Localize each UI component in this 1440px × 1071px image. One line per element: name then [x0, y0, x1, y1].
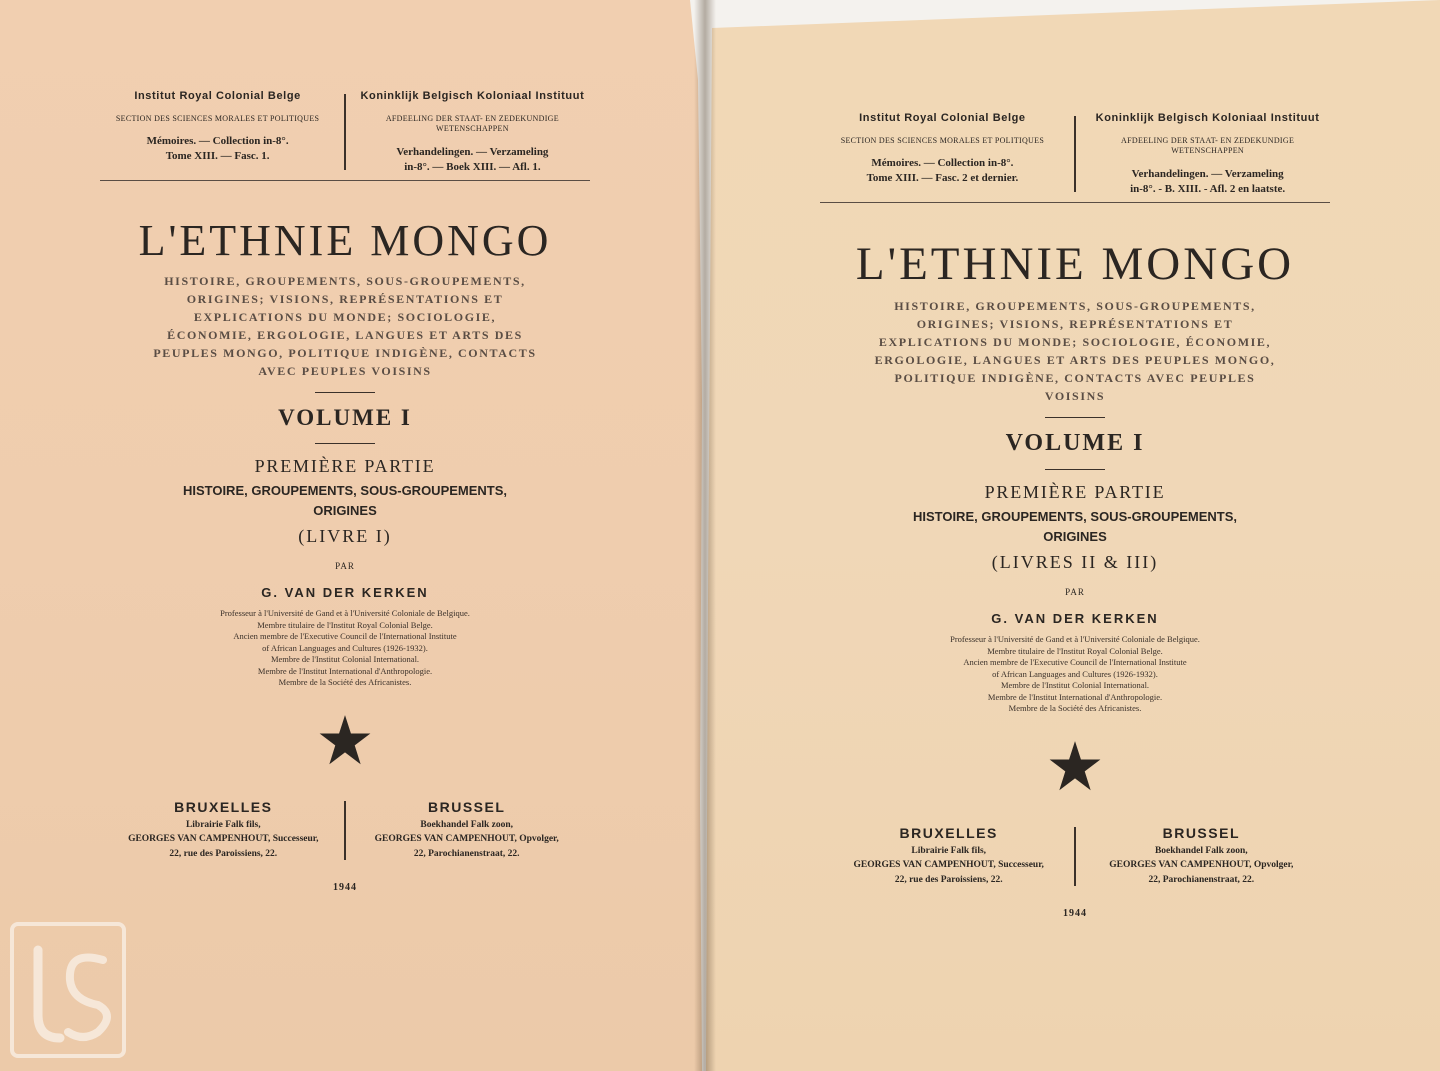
fr-institute-name: Institut Royal Colonial Belge	[859, 112, 1026, 124]
header-fr	[820, 112, 1065, 196]
livre-label: (LIVRE I)	[298, 526, 392, 547]
nl-institute-name: Koninklijk Belgisch Koloniaal Instituut	[360, 90, 585, 102]
credit-line: Membre de la Société des Africanistes.	[1008, 703, 1142, 714]
publisher-line: 22, Parochianenstraat, 22.	[1148, 875, 1255, 886]
star-icon	[820, 739, 1330, 799]
fr-series-line: Tome XIII. — Fasc. 1.	[165, 150, 270, 163]
by-label: PAR	[1065, 587, 1085, 598]
publisher-divider	[344, 801, 346, 860]
book-title: L'ETHNIE MONGO	[138, 216, 552, 266]
header-rule	[100, 180, 590, 181]
publisher-line: GEORGES VAN CAMPENHOUT, Opvolger,	[1109, 860, 1294, 871]
publisher-line: Librairie Falk fils,	[911, 845, 987, 856]
credit-line: Membre de l'Institut Colonial International.	[270, 654, 420, 665]
part-subtitle-line: HISTOIRE, GROUPEMENTS, SOUS-GROUPEMENTS,	[182, 483, 508, 499]
publisher-block	[820, 825, 1330, 888]
js-logo-icon	[8, 920, 128, 1060]
author-credits	[820, 634, 1330, 714]
fr-series-line: Mémoires. — Collection in-8°.	[146, 135, 289, 148]
fr-series	[820, 156, 1065, 186]
nl-series-line: in-8°. - B. XIII. - Afl. 2 en laatste.	[1130, 182, 1286, 195]
nl-series-line: Verhandelingen. — Verzameling	[396, 145, 549, 158]
header-nl	[1085, 112, 1330, 196]
nl-section: AFDEELING DER STAAT- EN ZEDEKUNDIGE WETENSCHAPPEN	[1121, 136, 1295, 156]
publisher-line: Boekhandel Falk zoon,	[420, 819, 514, 830]
part-subtitle-line: ORIGINES	[313, 502, 377, 518]
credit-line: Professeur à l'Université de Gand et à l'Université Coloniale de Belgique.	[220, 608, 470, 619]
by-label: PAR	[335, 561, 355, 572]
credit-line: of African Languages and Cultures (1926-1932).	[992, 668, 1158, 679]
publisher-block	[100, 799, 590, 862]
author-name: G. VAN DER KERKEN	[261, 585, 429, 601]
institute-header	[100, 90, 590, 174]
part-subtitle	[820, 507, 1330, 546]
book-title: L'ETHNIE MONGO	[855, 238, 1295, 291]
publisher-line: GEORGES VAN CAMPENHOUT, Opvolger,	[374, 834, 559, 845]
publisher-divider	[1074, 827, 1076, 886]
divider	[315, 443, 375, 444]
credit-line: Professeur à l'Université de Gand et à l'Université Coloniale de Belgique.	[950, 634, 1200, 645]
part-label: PREMIÈRE PARTIE	[254, 456, 436, 477]
publisher-line: Boekhandel Falk zoon,	[1154, 845, 1248, 856]
volume-label: VOLUME I	[1005, 430, 1145, 457]
nl-series	[355, 145, 590, 175]
part-subtitle-line: HISTOIRE, GROUPEMENTS, SOUS-GROUPEMENTS,	[912, 509, 1238, 525]
publisher-line: 22, rue des Paroissiens, 22.	[894, 875, 1003, 886]
divider	[1045, 417, 1105, 418]
publisher-fr	[831, 825, 1066, 888]
publisher-city: BRUSSEL	[427, 798, 506, 815]
credit-line: Ancien membre de l'Executive Council de l'International Institute	[963, 657, 1187, 668]
nl-series-line: in-8°. — Boek XIII. — Afl. 1.	[404, 160, 541, 173]
publisher-fr	[111, 799, 336, 862]
credit-line: Membre de l'Institut Colonial International.	[1000, 680, 1150, 691]
publisher-city: BRUXELLES	[899, 824, 998, 841]
nl-series-line: Verhandelingen. — Verzameling	[1131, 167, 1284, 180]
header-divider	[344, 94, 346, 170]
part-subtitle-line: ORIGINES	[1043, 528, 1107, 544]
fr-series	[100, 134, 335, 164]
credit-line: Ancien membre de l'Executive Council de l'International Institute	[233, 631, 457, 642]
nl-institute-name: Koninklijk Belgisch Koloniaal Instituut	[1095, 112, 1320, 124]
author-name: G. VAN DER KERKEN	[991, 611, 1159, 627]
fr-series-line: Mémoires. — Collection in-8°.	[871, 157, 1014, 170]
publisher-line: GEORGES VAN CAMPENHOUT, Successeur,	[128, 834, 319, 845]
divider	[315, 392, 375, 393]
credit-line: Membre de l'Institut International d'Anthropologie.	[987, 691, 1163, 702]
star-icon	[100, 713, 590, 773]
publisher-line: 22, Parochianenstraat, 22.	[413, 849, 520, 860]
header-nl	[355, 90, 590, 174]
publication-year: 1944	[333, 881, 357, 893]
credit-line: Membre titulaire de l'Institut Royal Colonial Belge.	[987, 645, 1163, 656]
publisher-line: 22, rue des Paroissiens, 22.	[169, 849, 278, 860]
book-subtitle: HISTOIRE, GROUPEMENTS, SOUS-GROUPEMENTS, ORIGINES; VISIONS, REPRÉSENTATIONS ET EXPLICATIONS DU MONDE; SOCIOLOGIE, ÉCONOMIE, ERGOLOGIE, LANGUES ET ARTS DES PEUPLES MONGO, POLITIQUE INDIGÈNE, CONTACTS AVEC PEUPLES VOISINS	[874, 299, 1276, 404]
credit-line: of African Languages and Cultures (1926-1932).	[262, 642, 428, 653]
fr-section: SECTION DES SCIENCES MORALES ET POLITIQUES	[115, 114, 320, 123]
credit-line: Membre de la Société des Africanistes.	[278, 677, 412, 688]
publication-year: 1944	[1063, 907, 1087, 919]
fr-institute-name: Institut Royal Colonial Belge	[134, 90, 301, 102]
part-subtitle	[100, 481, 590, 520]
credit-line: Membre de l'Institut International d'Anthropologie.	[257, 665, 433, 676]
volume-label: VOLUME I	[278, 405, 412, 431]
header-fr	[100, 90, 335, 174]
part-label: PREMIÈRE PARTIE	[984, 482, 1166, 503]
fr-section: SECTION DES SCIENCES MORALES ET POLITIQUES	[840, 136, 1045, 145]
publisher-city: BRUXELLES	[174, 798, 273, 815]
book-subtitle: HISTOIRE, GROUPEMENTS, SOUS-GROUPEMENTS, ORIGINES; VISIONS, REPRÉSENTATIONS ET EXPLICATIONS DU MONDE; SOCIOLOGIE, ÉCONOMIE, ERGOLOGIE, LANGUES ET ARTS DES PEUPLES MONGO, POLITIQUE INDIGÈNE, CONTACTS AVEC PEUPLES VOISINS	[153, 274, 537, 379]
publisher-city: BRUSSEL	[1162, 824, 1240, 841]
header-divider	[1074, 116, 1076, 192]
publisher-nl	[354, 799, 579, 862]
header-rule	[820, 202, 1330, 203]
nl-section: AFDEELING DER STAAT- EN ZEDEKUNDIGE WETENSCHAPPEN	[385, 114, 559, 134]
right-title-page	[820, 112, 1330, 919]
book-gap-shadow	[694, 0, 716, 1071]
credit-line: Membre titulaire de l'Institut Royal Colonial Belge.	[257, 619, 433, 630]
publisher-nl	[1084, 825, 1319, 888]
divider	[1045, 469, 1105, 470]
fr-series-line: Tome XIII. — Fasc. 2 et dernier.	[866, 172, 1019, 185]
livre-label: (LIVRES II & III)	[991, 552, 1159, 573]
nl-series	[1085, 167, 1330, 197]
publisher-line: Librairie Falk fils,	[185, 819, 261, 830]
publisher-line: GEORGES VAN CAMPENHOUT, Successeur,	[853, 860, 1044, 871]
author-credits	[100, 608, 590, 688]
institute-header	[820, 112, 1330, 196]
left-title-page	[100, 90, 590, 893]
